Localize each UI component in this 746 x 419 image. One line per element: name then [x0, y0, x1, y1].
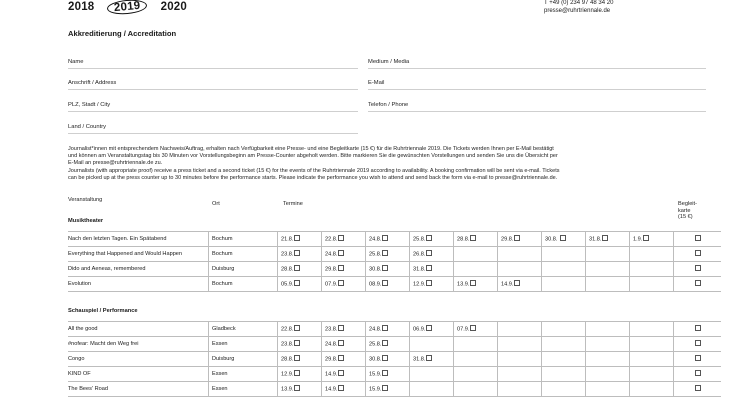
date-label: 08.9.: [369, 281, 382, 288]
date-checkbox[interactable]: [294, 325, 300, 331]
note-de-line-1: Journalist*innen mit entsprechendem Nachweis/Auftrag, erhalten nach Verfügbarkeit eine Presse- und eine Begleitkarte (15 €) für die Ruhrtriennale 2019. Die Tickets werden Ihnen per E-Mail bestätigt: [68, 146, 554, 152]
accreditation-note: [68, 146, 708, 182]
year-selector: [68, 0, 203, 14]
date-cell: [630, 352, 674, 367]
date-checkbox[interactable]: [382, 250, 388, 256]
date-label: 23.8.: [325, 326, 338, 333]
date-cell: [454, 367, 498, 382]
date-checkbox[interactable]: [338, 250, 344, 256]
date-label: 24.8.: [369, 236, 382, 243]
address-field[interactable]: [68, 89, 358, 90]
date-checkbox[interactable]: [426, 355, 432, 361]
date-cell: [454, 262, 498, 277]
year-2018: 2018: [68, 1, 95, 13]
date-cell: [498, 367, 542, 382]
date-label: 06.9.: [413, 326, 426, 333]
date-checkbox[interactable]: [382, 325, 388, 331]
name-label: Name: [68, 59, 84, 65]
date-cell[interactable]: [322, 322, 366, 337]
date-cell[interactable]: [322, 277, 366, 292]
event-name: Dido and Aeneas, remembered: [68, 262, 209, 277]
date-cell[interactable]: [366, 277, 410, 292]
event-name: #nofear: Macht den Weg frei: [68, 337, 209, 352]
date-cell: [454, 247, 498, 262]
date-label: 14.9.: [325, 386, 338, 393]
date-cell: [586, 337, 630, 352]
city-field[interactable]: [68, 111, 358, 112]
date-cell: [542, 382, 586, 397]
date-checkbox[interactable]: [643, 235, 649, 241]
date-checkbox[interactable]: [382, 370, 388, 376]
date-cell: [498, 262, 542, 277]
date-checkbox[interactable]: [382, 280, 388, 286]
date-checkbox[interactable]: [382, 340, 388, 346]
event-city: Bochum: [209, 247, 278, 262]
event-name: KIND OF: [68, 367, 209, 382]
companion-ticket-cell[interactable]: [674, 232, 722, 247]
date-cell: [542, 322, 586, 337]
date-checkbox[interactable]: [338, 265, 344, 271]
date-checkbox[interactable]: [426, 280, 432, 286]
date-cell: [630, 277, 674, 292]
table-row: [68, 367, 721, 382]
date-cell[interactable]: [278, 247, 322, 262]
table-row: [68, 262, 721, 277]
city-label: PLZ, Stadt / City: [68, 102, 111, 108]
date-cell: [586, 322, 630, 337]
date-checkbox[interactable]: [426, 250, 432, 256]
year-2019-circled: 2019: [106, 0, 147, 16]
date-checkbox[interactable]: [514, 235, 520, 241]
date-cell[interactable]: [278, 382, 322, 397]
date-cell: [586, 352, 630, 367]
companion-ticket-cell[interactable]: [674, 337, 722, 352]
date-label: 22.8.: [281, 326, 294, 333]
date-label: 30.8.: [545, 236, 559, 243]
date-checkbox[interactable]: [338, 280, 344, 286]
address-label: Anschrift / Address: [68, 80, 117, 86]
note-de-line-2: und können am Veranstaltungstag bis 30 Minuten vor Vorstellungsbeginn am Presse-Counter abgeholt werden. Bitte markieren Sie die gewünschten Vorstellungen und senden Sie uns die Übersicht per: [68, 153, 558, 160]
country-field[interactable]: [68, 133, 358, 134]
date-checkbox[interactable]: [338, 355, 344, 361]
date-cell: [498, 337, 542, 352]
date-label: 1.9.: [633, 236, 643, 243]
press-contact: [544, 0, 613, 15]
date-cell: [542, 247, 586, 262]
companion-ticket-checkbox[interactable]: [695, 325, 701, 331]
date-cell: [542, 277, 586, 292]
date-label: 14.9.: [501, 281, 514, 288]
event-name: Evolution: [68, 277, 209, 292]
date-checkbox[interactable]: [294, 235, 300, 241]
companion-ticket-checkbox[interactable]: [695, 265, 701, 271]
date-cell[interactable]: [278, 352, 322, 367]
date-cell[interactable]: [454, 322, 498, 337]
date-label: 28.8.: [281, 356, 294, 363]
date-label: 07.9.: [325, 281, 338, 288]
date-cell[interactable]: [542, 232, 586, 247]
name-field[interactable]: [68, 68, 358, 69]
date-cell: [586, 382, 630, 397]
companion-ticket-checkbox[interactable]: [695, 235, 701, 241]
date-checkbox[interactable]: [338, 325, 344, 331]
date-checkbox[interactable]: [338, 385, 344, 391]
date-cell[interactable]: [322, 262, 366, 277]
date-cell[interactable]: [630, 232, 674, 247]
section-schauspiel-performance: Schauspiel / Performance: [68, 308, 138, 314]
date-cell: [586, 367, 630, 382]
date-cell: [498, 322, 542, 337]
col-header-companion: Begleit- karte (15 €): [678, 201, 697, 221]
date-label: 30.8.: [369, 266, 382, 273]
date-label: 31.8.: [413, 356, 426, 363]
date-cell: [630, 247, 674, 262]
date-cell: [586, 247, 630, 262]
table-row: [68, 382, 721, 397]
note-en-line-2: can be picked up at the press counter up to 30 minutes before the performance starts. Please indicate the performance you wish to attend and send back the form via e-mail to presse@ruhrtriennale.de.: [68, 174, 558, 181]
date-checkbox[interactable]: [382, 355, 388, 361]
date-checkbox[interactable]: [294, 385, 300, 391]
date-checkbox[interactable]: [470, 235, 476, 241]
date-cell: [630, 367, 674, 382]
event-name: Congo: [68, 352, 209, 367]
date-label: 26.8.: [413, 251, 426, 258]
col-header-place: Ort: [212, 201, 220, 207]
date-cell: [630, 337, 674, 352]
date-cell[interactable]: [366, 322, 410, 337]
date-cell[interactable]: [278, 367, 322, 382]
date-checkbox[interactable]: [426, 325, 432, 331]
date-cell: [498, 352, 542, 367]
event-name: Nach den letzten Tagen. Ein Spätabend: [68, 232, 209, 247]
date-cell[interactable]: [410, 232, 454, 247]
date-cell: [410, 382, 454, 397]
date-label: 07.9.: [457, 326, 470, 333]
date-label: 31.8.: [589, 236, 602, 243]
date-cell[interactable]: [366, 232, 410, 247]
table-row: [68, 232, 721, 247]
companion-ticket-cell[interactable]: [674, 367, 722, 382]
page-title: Akkreditierung / Accreditation: [68, 29, 177, 38]
companion-ticket-checkbox[interactable]: [695, 340, 701, 346]
col-header-event: Veranstaltung: [68, 197, 103, 203]
table-row: [68, 247, 721, 262]
date-cell: [498, 247, 542, 262]
date-label: 22.8.: [325, 236, 338, 243]
date-label: 13.9.: [457, 281, 470, 288]
date-checkbox[interactable]: [338, 340, 344, 346]
date-cell[interactable]: [366, 247, 410, 262]
date-cell[interactable]: [410, 352, 454, 367]
date-cell: [410, 337, 454, 352]
contact-email: presse@ruhrtriennale.de: [544, 7, 611, 14]
date-checkbox[interactable]: [470, 325, 476, 331]
year-2020: 2020: [160, 1, 187, 13]
section-musiktheater: Musiktheater: [68, 218, 104, 224]
event-name: All the good: [68, 322, 209, 337]
event-city: Essen: [209, 337, 278, 352]
date-checkbox[interactable]: [382, 265, 388, 271]
date-cell: [630, 322, 674, 337]
date-cell[interactable]: [366, 262, 410, 277]
date-cell: [454, 382, 498, 397]
date-cell: [542, 352, 586, 367]
event-city: Bochum: [209, 232, 278, 247]
date-checkbox[interactable]: [560, 235, 566, 241]
date-cell[interactable]: [278, 322, 322, 337]
date-cell[interactable]: [410, 262, 454, 277]
date-cell[interactable]: [410, 247, 454, 262]
table-row: [68, 352, 721, 367]
date-cell[interactable]: [322, 232, 366, 247]
date-cell[interactable]: [410, 322, 454, 337]
companion-ticket-checkbox[interactable]: [695, 370, 701, 376]
country-label: Land / Country: [68, 124, 107, 130]
email-label: E-Mail: [368, 80, 385, 86]
date-label: 12.9.: [413, 281, 426, 288]
date-cell[interactable]: [278, 262, 322, 277]
table-row: [68, 322, 721, 337]
date-cell: [542, 367, 586, 382]
event-city: Essen: [209, 382, 278, 397]
date-cell[interactable]: [322, 337, 366, 352]
date-cell[interactable]: [410, 277, 454, 292]
date-label: 28.8.: [281, 266, 294, 273]
date-cell: [542, 262, 586, 277]
table-row: [68, 277, 721, 292]
event-city: Duisburg: [209, 352, 278, 367]
note-en-line-1: Journalists (with appropriate proof) receive a press ticket and a second ticket (15 €) for the events of the Ruhrtriennale 2019 according to availability. A booking confirmation will be sent via e-mail. Tickets: [68, 167, 560, 174]
date-label: 23.8.: [281, 341, 294, 348]
date-checkbox[interactable]: [294, 265, 300, 271]
companion-ticket-cell[interactable]: [674, 247, 722, 262]
date-checkbox[interactable]: [514, 280, 520, 286]
date-cell: [630, 262, 674, 277]
date-checkbox[interactable]: [338, 235, 344, 241]
date-cell[interactable]: [498, 232, 542, 247]
date-checkbox[interactable]: [294, 250, 300, 256]
date-cell[interactable]: [366, 352, 410, 367]
date-cell: [586, 262, 630, 277]
date-checkbox[interactable]: [294, 370, 300, 376]
date-label: 24.8.: [369, 326, 382, 333]
companion-ticket-checkbox[interactable]: [695, 280, 701, 286]
table-row: [68, 337, 721, 352]
date-cell[interactable]: [366, 337, 410, 352]
event-city: Essen: [209, 367, 278, 382]
date-cell: [498, 382, 542, 397]
date-cell[interactable]: [322, 367, 366, 382]
date-checkbox[interactable]: [470, 280, 476, 286]
email-field[interactable]: [368, 89, 706, 90]
date-label: 25.8.: [369, 341, 382, 348]
date-cell: [410, 367, 454, 382]
event-name: Everything that Happened and Would Happen: [68, 247, 209, 262]
date-checkbox[interactable]: [382, 235, 388, 241]
date-cell: [630, 382, 674, 397]
date-label: 21.8.: [281, 236, 294, 243]
date-cell[interactable]: [278, 337, 322, 352]
date-label: 31.8.: [413, 266, 426, 273]
event-city: Bochum: [209, 277, 278, 292]
date-label: 05.9.: [281, 281, 294, 288]
schedule-table-performance: [68, 321, 721, 397]
date-cell: [586, 277, 630, 292]
date-label: 23.8.: [281, 251, 294, 258]
date-cell[interactable]: [454, 232, 498, 247]
contact-phone: T +49 (0) 234 97 48 34 20: [544, 0, 614, 6]
date-cell: [542, 337, 586, 352]
date-cell[interactable]: [454, 277, 498, 292]
date-cell[interactable]: [322, 352, 366, 367]
date-label: 12.9.: [281, 371, 294, 378]
companion-ticket-cell[interactable]: [674, 277, 722, 292]
medium-label: Medium / Media: [368, 59, 410, 65]
date-label: 29.8.: [325, 266, 338, 273]
companion-ticket-cell[interactable]: [674, 352, 722, 367]
date-label: 25.8.: [413, 236, 426, 243]
col-header-dates: Termine: [283, 201, 303, 207]
date-cell[interactable]: [278, 232, 322, 247]
date-cell[interactable]: [322, 247, 366, 262]
note-de-line-3: E-Mail an presse@ruhrtriennale.de zu.: [68, 160, 163, 167]
companion-ticket-checkbox[interactable]: [695, 385, 701, 391]
date-cell: [454, 352, 498, 367]
date-label: 15.9.: [369, 371, 382, 378]
date-label: 30.8.: [369, 356, 382, 363]
date-label: 13.9.: [281, 386, 294, 393]
date-cell[interactable]: [366, 367, 410, 382]
date-label: 28.8.: [457, 236, 470, 243]
date-checkbox[interactable]: [382, 385, 388, 391]
date-label: 29.8.: [501, 236, 514, 243]
date-checkbox[interactable]: [294, 355, 300, 361]
companion-ticket-cell[interactable]: [674, 382, 722, 397]
date-cell[interactable]: [498, 277, 542, 292]
phone-field[interactable]: [368, 111, 706, 112]
date-checkbox[interactable]: [426, 265, 432, 271]
date-checkbox[interactable]: [426, 235, 432, 241]
companion-ticket-checkbox[interactable]: [695, 355, 701, 361]
event-city: Gladbeck: [209, 322, 278, 337]
event-name: The Bees' Road: [68, 382, 209, 397]
date-cell[interactable]: [366, 382, 410, 397]
companion-ticket-cell[interactable]: [674, 262, 722, 277]
date-label: 14.9.: [325, 371, 338, 378]
medium-field[interactable]: [368, 68, 706, 69]
date-cell[interactable]: [586, 232, 630, 247]
date-checkbox[interactable]: [338, 370, 344, 376]
date-checkbox[interactable]: [294, 280, 300, 286]
date-cell[interactable]: [278, 277, 322, 292]
date-cell[interactable]: [322, 382, 366, 397]
date-label: 29.8.: [325, 356, 338, 363]
date-label: 15.9.: [369, 386, 382, 393]
date-label: 24.8.: [325, 341, 338, 348]
date-cell: [454, 337, 498, 352]
phone-label: Telefon / Phone: [368, 102, 409, 108]
companion-ticket-checkbox[interactable]: [695, 250, 701, 256]
schedule-table-musiktheater: [68, 231, 721, 292]
event-city: Duisburg: [209, 262, 278, 277]
date-label: 25.8.: [369, 251, 382, 258]
date-checkbox[interactable]: [294, 340, 300, 346]
date-label: 24.8.: [325, 251, 338, 258]
companion-ticket-cell[interactable]: [674, 322, 722, 337]
date-checkbox[interactable]: [602, 235, 608, 241]
